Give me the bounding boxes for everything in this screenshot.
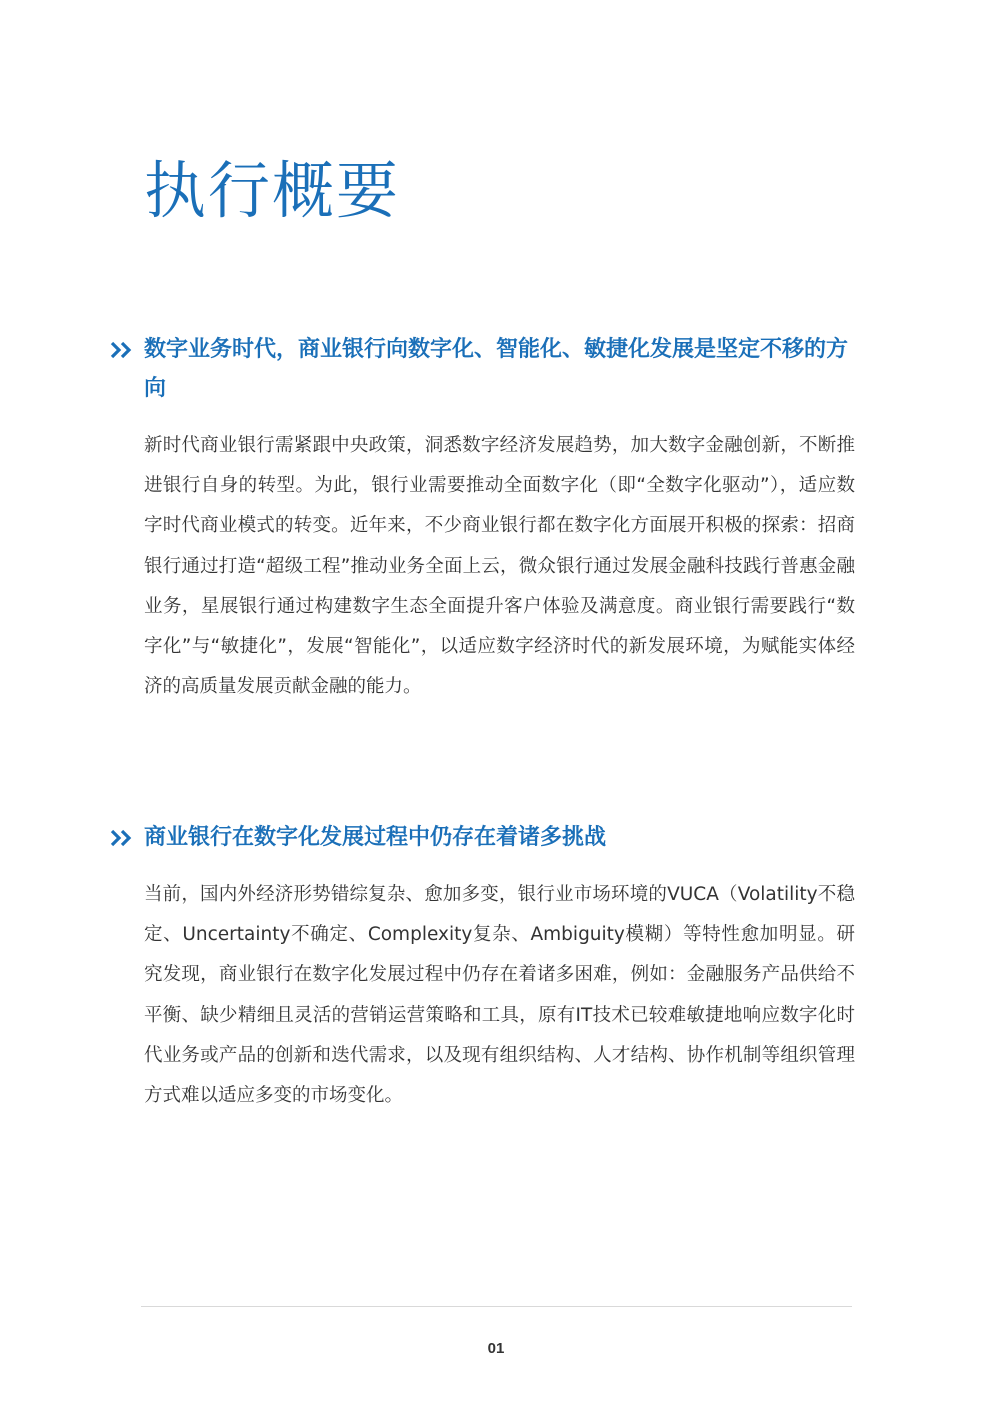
section-title: 商业银行在数字化发展过程中仍存在着诸多挑战 [144,825,607,850]
page-number: 01 [487,1340,505,1357]
section-title: 数字业务时代，商业银行向数字化、智能化、敏捷化发展是坚定不移的方向 [144,337,849,401]
section-heading [110,818,855,857]
section-digital-direction [110,330,855,707]
section-heading [110,330,855,408]
footer-divider [141,1306,852,1307]
double-chevron-right-icon [110,341,134,359]
section-body-text: 新时代商业银行需紧跟中央政策，洞悉数字经济发展趋势，加大数字金融创新，不断推进银行自身的转型。为此，银行业需要推动全面数字化（即“全数字化驱动”），适应数字时代商业模式的转变。近年来，不少商业银行都在数字化方面展开积极的探索：招商银行通过打造“超级工程”推动业务全面上云，微众银行通过发展金融科技践行普惠金融业务，星展银行通过构建数字生态全面提升客户体验及满意度。商业银行需要践行“数字化”与“敏捷化”，发展“智能化”，以适应数字经济时代的新发展环境，为赋能实体经济的高质量发展贡献金融的能力。 [144,435,855,698]
section-body-text: 当前，国内外经济形势错综复杂、愈加多变，银行业市场环境的VUCA（Volatility不稳定、Uncertainty不确定、Complexity复杂、Ambiguity模糊）等特性愈加明显。研究发现，商业银行在数字化发展过程中仍存在着诸多困难，例如：金融服务产品供给不平衡、缺少精细且灵活的营销运营策略和工具，原有IT技术已较难敏捷地响应数字化时代业务或产品的创新和迭代需求，以及现有组织结构、人才结构、协作机制等组织管理方式难以适应多变的市场变化。 [144,884,855,1107]
page-title: 执行概要 [144,154,401,227]
double-chevron-right-icon [110,829,134,847]
section-digital-challenges [110,818,855,1116]
